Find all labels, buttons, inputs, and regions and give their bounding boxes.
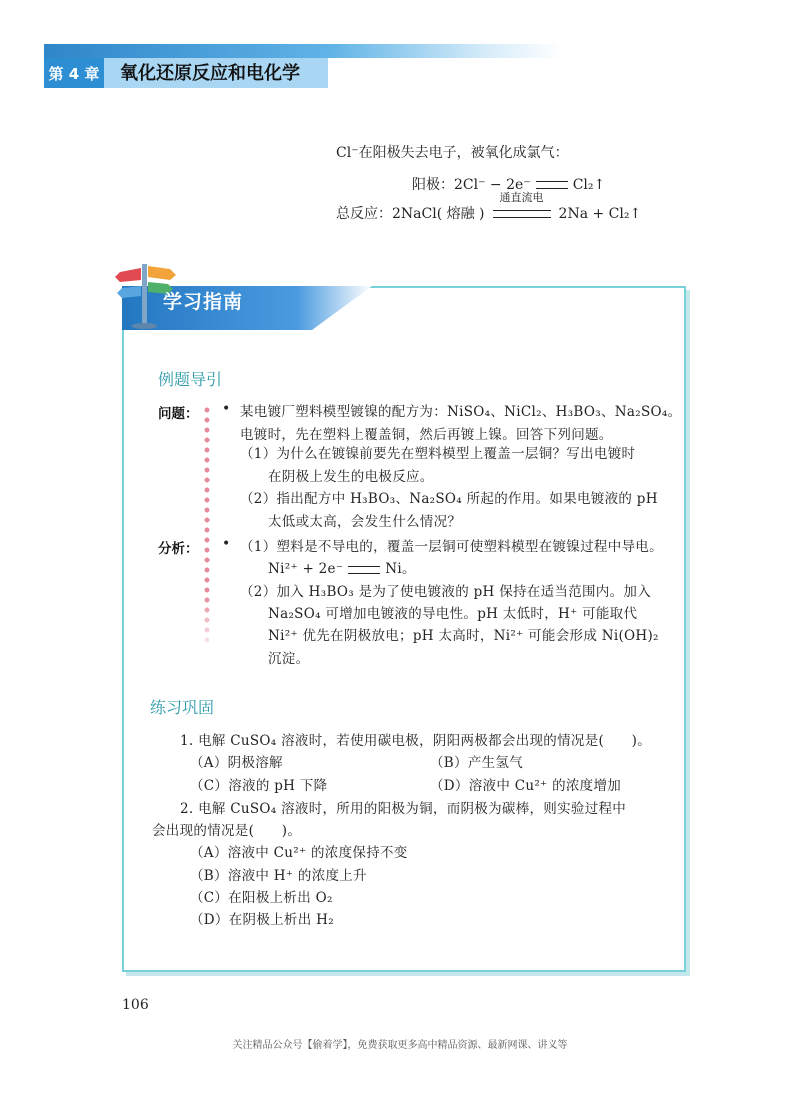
- example-heading: 例题导引: [158, 370, 223, 389]
- problem-line-6: 太低或太高，会发生什么情况？: [268, 514, 462, 530]
- page-number: 106: [122, 997, 149, 1013]
- problem-line-1: 某电镀厂塑料模型镀镍的配方为：NiSO₄、NiCl₂、H₃BO₃、Na₂SO₄。: [240, 404, 682, 420]
- analysis-label: 分析：: [158, 541, 199, 557]
- problem-bullet: •: [222, 401, 231, 417]
- dotted-divider-fade: [203, 595, 211, 655]
- problem-line-4: 在阴极上发生的电极反应。: [268, 469, 434, 485]
- anode-rhs: Cl₂↑: [572, 177, 606, 193]
- analysis-line-3: （2）加入 H₃BO₃ 是为了使电镀液的 pH 保持在适当范围内。加入: [240, 584, 652, 600]
- problem-line-2: 电镀时，先在塑料上覆盖铜，然后再镀上镍。回答下列问题。: [240, 427, 613, 443]
- analysis-equation: [268, 559, 416, 579]
- footer-note: 关注精品公众号【偷着学】，免费获取更多高中精品资源、最新网课、讲义等: [232, 1040, 568, 1051]
- equals-sign: [348, 566, 380, 574]
- total-lhs: 2NaCl( 熔融 ): [392, 206, 485, 222]
- question-2-stem-line-2: 会出现的情况是( )。: [152, 823, 302, 839]
- study-guide-title: 学习指南: [163, 291, 244, 313]
- problem-label: 问题：: [158, 406, 199, 422]
- equals-sign-conditional: [493, 191, 551, 218]
- chapter-tag: 第 4 章: [44, 58, 104, 88]
- problem-line-5: （2）指出配方中 H₃BO₃、Na₂SO₄ 所起的作用。如果电镀液的 pH: [240, 491, 658, 507]
- question-1-stem: 1. 电解 CuSO₄ 溶液时，若使用碳电极，阴阳两极都会出现的情况是( )。: [180, 733, 652, 749]
- question-2-option-a: （A）溶液中 Cu²⁺ 的浓度保持不变: [190, 845, 408, 861]
- question-2-option-c: （C）在阳极上析出 O₂: [190, 890, 333, 906]
- analysis-line-5: Ni²⁺ 优先在阴极放电；pH 太高时，Ni²⁺ 可能会形成 Ni(OH)₂: [268, 628, 659, 644]
- analysis-line-6: 沉淀。: [268, 651, 310, 667]
- total-label: 总反应：: [336, 206, 392, 222]
- question-2-option-d: （D）在阴极上析出 H₂: [190, 912, 334, 928]
- analysis-line-4: Na₂SO₄ 可增加电镀液的导电性。pH 太低时，H⁺ 可能取代: [268, 606, 638, 622]
- chapter-title: 氧化还原反应和电化学: [120, 63, 300, 84]
- header-gradient-bar: [44, 44, 564, 58]
- chlorine-oxidation-text: Cl⁻在阳极失去电子，被氧化成氯气：: [336, 145, 569, 161]
- analysis-line-1: （1）塑料是不导电的，覆盖一层铜可使塑料模型在镀镍过程中导电。: [240, 539, 663, 555]
- analysis-equation-lhs: Ni²⁺ + 2e⁻: [268, 561, 344, 577]
- problem-line-3: （1）为什么在镀镍前要先在塑料模型上覆盖一层铜？写出电镀时: [240, 446, 636, 462]
- reaction-condition: 通直流电: [499, 191, 544, 204]
- question-1-option-b: （B）产生氢气: [430, 755, 524, 771]
- question-1-option-d: （D）溶液中 Cu²⁺ 的浓度增加: [430, 778, 622, 794]
- analysis-bullet: •: [222, 536, 231, 552]
- total-equation: [336, 191, 642, 224]
- question-2-option-b: （B）溶液中 H⁺ 的浓度上升: [190, 868, 367, 884]
- anode-lhs: 2Cl⁻ − 2e⁻: [454, 177, 531, 193]
- question-1-option-a: （A）阴极溶解: [190, 755, 283, 771]
- total-rhs: 2Na + Cl₂↑: [558, 206, 642, 222]
- analysis-equation-rhs: Ni。: [385, 561, 416, 577]
- question-2-stem-line-1: 2. 电解 CuSO₄ 溶液时，所用的阳极为铜，而阴极为碳棒，则实验过程中: [180, 801, 627, 817]
- practice-heading: 练习巩固: [150, 698, 215, 717]
- question-1-option-c: （C）溶液的 pH 下降: [190, 778, 328, 794]
- anode-label: 阳极：: [412, 177, 454, 193]
